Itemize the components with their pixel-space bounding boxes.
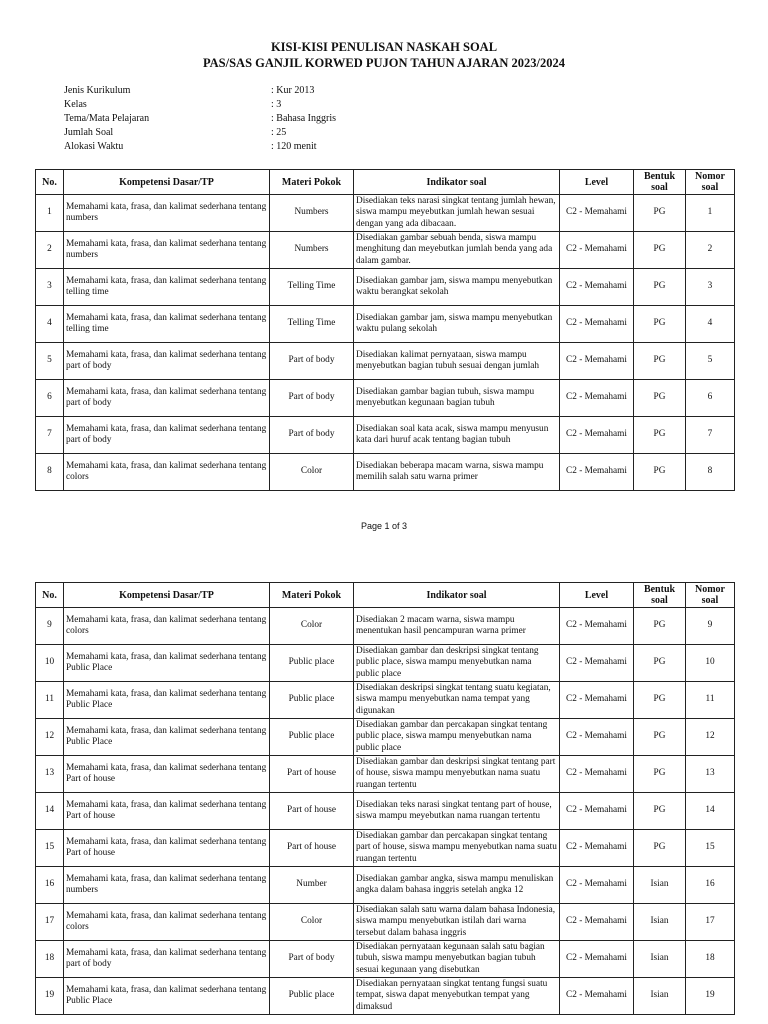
cell-level: C2 - Memahami bbox=[560, 978, 634, 1015]
cell-nomor: 6 bbox=[686, 380, 735, 417]
cell-materi: Part of body bbox=[270, 941, 354, 978]
cell-bentuk: PG bbox=[634, 454, 686, 491]
cell-level: C2 - Memahami bbox=[560, 343, 634, 380]
cell-materi: Telling Time bbox=[270, 306, 354, 343]
table-row bbox=[36, 306, 735, 343]
cell-nomor: 7 bbox=[686, 417, 735, 454]
meta-value: : Kur 2013 bbox=[271, 85, 315, 96]
cell-materi: Part of house bbox=[270, 793, 354, 830]
table-row bbox=[36, 343, 735, 380]
meta-value: : 3 bbox=[271, 99, 282, 110]
cell-bentuk: Isian bbox=[634, 904, 686, 941]
cell-level: C2 - Memahami bbox=[560, 195, 634, 232]
cell-materi: Color bbox=[270, 608, 354, 645]
table-row bbox=[36, 830, 735, 867]
cell-kd: Memahami kata, frasa, dan kalimat sederhana tentang Public Place bbox=[64, 719, 270, 756]
cell-materi: Part of body bbox=[270, 417, 354, 454]
table-row bbox=[36, 941, 735, 978]
cell-bentuk: PG bbox=[634, 756, 686, 793]
cell-materi: Color bbox=[270, 454, 354, 491]
table-header-row bbox=[36, 170, 735, 195]
cell-no: 15 bbox=[36, 830, 64, 867]
cell-materi: Color bbox=[270, 904, 354, 941]
cell-no: 16 bbox=[36, 867, 64, 904]
meta-label: Alokasi Waktu bbox=[64, 141, 124, 152]
cell-indikator: Disediakan gambar sebuah benda, siswa mampu menghitung dan meyebutkan jumlah benda yang ada dalam gambar. bbox=[354, 232, 560, 269]
cell-nomor: 16 bbox=[686, 867, 735, 904]
grid-table-page2 bbox=[35, 582, 735, 1015]
cell-nomor: 9 bbox=[686, 608, 735, 645]
cell-indikator: Disediakan 2 macam warna, siswa mampu menentukan hasil pencampuran warna primer bbox=[354, 608, 560, 645]
cell-materi: Public place bbox=[270, 978, 354, 1015]
cell-nomor: 19 bbox=[686, 978, 735, 1015]
header-level: Level bbox=[560, 170, 634, 195]
cell-no: 8 bbox=[36, 454, 64, 491]
meta-row-curriculum bbox=[64, 84, 336, 98]
table-row bbox=[36, 232, 735, 269]
cell-materi: Part of body bbox=[270, 380, 354, 417]
header-no: No. bbox=[36, 170, 64, 195]
cell-level: C2 - Memahami bbox=[560, 867, 634, 904]
cell-kd: Memahami kata, frasa, dan kalimat sederhana tentang part of body bbox=[64, 941, 270, 978]
cell-nomor: 17 bbox=[686, 904, 735, 941]
cell-materi: Number bbox=[270, 867, 354, 904]
meta-row-time bbox=[64, 140, 336, 154]
cell-kd: Memahami kata, frasa, dan kalimat sederhana tentang numbers bbox=[64, 232, 270, 269]
table-row bbox=[36, 195, 735, 232]
cell-kd: Memahami kata, frasa, dan kalimat sederhana tentang telling time bbox=[64, 269, 270, 306]
cell-bentuk: PG bbox=[634, 830, 686, 867]
cell-bentuk: Isian bbox=[634, 867, 686, 904]
cell-no: 18 bbox=[36, 941, 64, 978]
cell-nomor: 18 bbox=[686, 941, 735, 978]
cell-materi: Telling Time bbox=[270, 269, 354, 306]
cell-level: C2 - Memahami bbox=[560, 232, 634, 269]
cell-bentuk: PG bbox=[634, 719, 686, 756]
cell-indikator: Disediakan pernyataan singkat tentang fungsi suatu tempat, siswa dapat menyebutkan tempat yang dimaksud bbox=[354, 978, 560, 1015]
cell-level: C2 - Memahami bbox=[560, 830, 634, 867]
cell-bentuk: PG bbox=[634, 682, 686, 719]
cell-bentuk: PG bbox=[634, 195, 686, 232]
cell-no: 2 bbox=[36, 232, 64, 269]
document-meta bbox=[64, 84, 336, 154]
table-row bbox=[36, 904, 735, 941]
cell-materi: Part of body bbox=[270, 343, 354, 380]
cell-indikator: Disediakan gambar dan percakapan singkat tentang public place, siswa mampu menyebutkan nama public place bbox=[354, 719, 560, 756]
cell-level: C2 - Memahami bbox=[560, 793, 634, 830]
table-row bbox=[36, 756, 735, 793]
cell-kd: Memahami kata, frasa, dan kalimat sederhana tentang part of body bbox=[64, 343, 270, 380]
cell-indikator: Disediakan gambar jam, siswa mampu menyebutkan waktu berangkat sekolah bbox=[354, 269, 560, 306]
cell-level: C2 - Memahami bbox=[560, 904, 634, 941]
cell-materi: Public place bbox=[270, 645, 354, 682]
cell-no: 7 bbox=[36, 417, 64, 454]
cell-no: 17 bbox=[36, 904, 64, 941]
meta-row-class bbox=[64, 98, 336, 112]
cell-nomor: 8 bbox=[686, 454, 735, 491]
meta-label: Tema/Mata Pelajaran bbox=[64, 113, 150, 124]
cell-nomor: 2 bbox=[686, 232, 735, 269]
document-subtitle: PAS/SAS GANJIL KORWED PUJON TAHUN AJARAN 2023/2024 bbox=[202, 56, 566, 70]
cell-indikator: Disediakan teks narasi singkat tentang jumlah hewan, siswa mampu meyebutkan jumlah hewan sesuai dengan yang ada dibacaan. bbox=[354, 195, 560, 232]
header-kompetensi: Kompetensi Dasar/TP bbox=[64, 583, 270, 608]
cell-no: 3 bbox=[36, 269, 64, 306]
cell-bentuk: Isian bbox=[634, 941, 686, 978]
meta-label: Kelas bbox=[64, 99, 87, 110]
cell-bentuk: PG bbox=[634, 793, 686, 830]
cell-bentuk: PG bbox=[634, 269, 686, 306]
cell-kd: Memahami kata, frasa, dan kalimat sederhana tentang Public Place bbox=[64, 645, 270, 682]
header-no: No. bbox=[36, 583, 64, 608]
header-nomor: Nomor soal bbox=[686, 583, 735, 608]
header-indikator: Indikator soal bbox=[354, 583, 560, 608]
cell-no: 14 bbox=[36, 793, 64, 830]
cell-nomor: 12 bbox=[686, 719, 735, 756]
cell-no: 6 bbox=[36, 380, 64, 417]
cell-level: C2 - Memahami bbox=[560, 269, 634, 306]
cell-level: C2 - Memahami bbox=[560, 306, 634, 343]
cell-no: 12 bbox=[36, 719, 64, 756]
cell-bentuk: PG bbox=[634, 306, 686, 343]
meta-value: : 120 menit bbox=[271, 141, 317, 152]
cell-indikator: Disediakan teks narasi singkat tentang part of house, siswa mampu meyebutkan nama ruangan tertentu bbox=[354, 793, 560, 830]
cell-nomor: 10 bbox=[686, 645, 735, 682]
cell-nomor: 11 bbox=[686, 682, 735, 719]
page-number: Page 1 of 3 bbox=[360, 521, 408, 531]
cell-nomor: 15 bbox=[686, 830, 735, 867]
cell-level: C2 - Memahami bbox=[560, 756, 634, 793]
cell-kd: Memahami kata, frasa, dan kalimat sederhana tentang numbers bbox=[64, 867, 270, 904]
cell-materi: Public place bbox=[270, 719, 354, 756]
meta-value: : Bahasa Inggris bbox=[271, 113, 336, 124]
header-level: Level bbox=[560, 583, 634, 608]
cell-kd: Memahami kata, frasa, dan kalimat sederhana tentang Public Place bbox=[64, 682, 270, 719]
cell-kd: Memahami kata, frasa, dan kalimat sederhana tentang telling time bbox=[64, 306, 270, 343]
cell-no: 19 bbox=[36, 978, 64, 1015]
cell-bentuk: PG bbox=[634, 343, 686, 380]
meta-label: Jumlah Soal bbox=[64, 127, 114, 138]
cell-no: 1 bbox=[36, 195, 64, 232]
cell-indikator: Disediakan gambar dan percakapan singkat tentang part of house, siswa mampu menyebutkan nama suatu ruangan tertentu bbox=[354, 830, 560, 867]
cell-level: C2 - Memahami bbox=[560, 454, 634, 491]
meta-label: Jenis Kurikulum bbox=[64, 85, 131, 96]
cell-level: C2 - Memahami bbox=[560, 417, 634, 454]
cell-indikator: Disediakan gambar bagian tubuh, siswa mampu menyebutkan kegunaan bagian tubuh bbox=[354, 380, 560, 417]
table-row bbox=[36, 417, 735, 454]
table-row bbox=[36, 682, 735, 719]
meta-value: : 25 bbox=[271, 127, 287, 138]
cell-bentuk: PG bbox=[634, 608, 686, 645]
cell-kd: Memahami kata, frasa, dan kalimat sederhana tentang part of body bbox=[64, 417, 270, 454]
cell-no: 10 bbox=[36, 645, 64, 682]
cell-no: 4 bbox=[36, 306, 64, 343]
cell-level: C2 - Memahami bbox=[560, 380, 634, 417]
cell-bentuk: PG bbox=[634, 645, 686, 682]
cell-nomor: 4 bbox=[686, 306, 735, 343]
cell-kd: Memahami kata, frasa, dan kalimat sederhana tentang Part of house bbox=[64, 756, 270, 793]
cell-kd: Memahami kata, frasa, dan kalimat sederhana tentang numbers bbox=[64, 195, 270, 232]
cell-indikator: Disediakan gambar dan deskripsi singkat tentang part of house, siswa mampu menyebutkan nama suatu ruangan tertentu bbox=[354, 756, 560, 793]
cell-indikator: Disediakan gambar jam, siswa mampu menyebutkan waktu pulang sekolah bbox=[354, 306, 560, 343]
cell-level: C2 - Memahami bbox=[560, 941, 634, 978]
cell-indikator: Disediakan beberapa macam warna, siswa mampu memilih salah satu warna primer bbox=[354, 454, 560, 491]
header-indikator: Indikator soal bbox=[354, 170, 560, 195]
cell-no: 9 bbox=[36, 608, 64, 645]
document-title: KISI-KISI PENULISAN NASKAH SOAL bbox=[270, 40, 498, 54]
header-nomor: Nomor soal bbox=[686, 170, 735, 195]
table-row bbox=[36, 978, 735, 1015]
cell-indikator: Disediakan pernyataan kegunaan salah satu bagian tubuh, siswa mampu menyebutkan bagian tubuh sesuai kegunaan yang disebutkan bbox=[354, 941, 560, 978]
cell-indikator: Disediakan gambar dan deskripsi singkat tentang public place, siswa mampu menyebutkan nama public place bbox=[354, 645, 560, 682]
cell-materi: Part of house bbox=[270, 830, 354, 867]
cell-kd: Memahami kata, frasa, dan kalimat sederhana tentang colors bbox=[64, 454, 270, 491]
cell-kd: Memahami kata, frasa, dan kalimat sederhana tentang colors bbox=[64, 904, 270, 941]
table-body-page1 bbox=[36, 195, 735, 491]
cell-indikator: Disediakan gambar angka, siswa mampu menuliskan angka dalam bahasa inggris setelah angka 12 bbox=[354, 867, 560, 904]
table-row bbox=[36, 793, 735, 830]
header-kompetensi: Kompetensi Dasar/TP bbox=[64, 170, 270, 195]
cell-kd: Memahami kata, frasa, dan kalimat sederhana tentang Public Place bbox=[64, 978, 270, 1015]
cell-materi: Part of house bbox=[270, 756, 354, 793]
table-row bbox=[36, 269, 735, 306]
header-bentuk: Bentuk soal bbox=[634, 583, 686, 608]
table-row bbox=[36, 608, 735, 645]
cell-kd: Memahami kata, frasa, dan kalimat sederhana tentang part of body bbox=[64, 380, 270, 417]
meta-row-subject bbox=[64, 112, 336, 126]
cell-nomor: 5 bbox=[686, 343, 735, 380]
cell-level: C2 - Memahami bbox=[560, 719, 634, 756]
cell-no: 13 bbox=[36, 756, 64, 793]
cell-nomor: 1 bbox=[686, 195, 735, 232]
table-body-page2 bbox=[36, 608, 735, 1015]
cell-materi: Numbers bbox=[270, 232, 354, 269]
table-row bbox=[36, 719, 735, 756]
cell-bentuk: Isian bbox=[634, 978, 686, 1015]
cell-nomor: 14 bbox=[686, 793, 735, 830]
table-row bbox=[36, 380, 735, 417]
cell-bentuk: PG bbox=[634, 232, 686, 269]
header-bentuk: Bentuk soal bbox=[634, 170, 686, 195]
cell-level: C2 - Memahami bbox=[560, 682, 634, 719]
header-materi: Materi Pokok bbox=[270, 583, 354, 608]
cell-kd: Memahami kata, frasa, dan kalimat sederhana tentang Part of house bbox=[64, 793, 270, 830]
header-materi: Materi Pokok bbox=[270, 170, 354, 195]
cell-nomor: 3 bbox=[686, 269, 735, 306]
cell-bentuk: PG bbox=[634, 417, 686, 454]
table-row bbox=[36, 645, 735, 682]
cell-kd: Memahami kata, frasa, dan kalimat sederhana tentang colors bbox=[64, 608, 270, 645]
cell-level: C2 - Memahami bbox=[560, 645, 634, 682]
cell-indikator: Disediakan soal kata acak, siswa mampu menyusun kata dari huruf acak tentang bagian tubuh bbox=[354, 417, 560, 454]
cell-level: C2 - Memahami bbox=[560, 608, 634, 645]
grid-table-page1 bbox=[35, 169, 735, 491]
cell-no: 5 bbox=[36, 343, 64, 380]
table-row bbox=[36, 867, 735, 904]
cell-indikator: Disediakan salah satu warna dalam bahasa Indonesia, siswa mampu menyebutkan istilah dari warna tersebut dalam bahasa inggris bbox=[354, 904, 560, 941]
table-row bbox=[36, 454, 735, 491]
table-header-row bbox=[36, 583, 735, 608]
cell-bentuk: PG bbox=[634, 380, 686, 417]
cell-materi: Public place bbox=[270, 682, 354, 719]
cell-no: 11 bbox=[36, 682, 64, 719]
cell-indikator: Disediakan kalimat pernyataan, siswa mampu menyebutkan bagian tubuh sesuai dengan jumlah bbox=[354, 343, 560, 380]
cell-kd: Memahami kata, frasa, dan kalimat sederhana tentang Part of house bbox=[64, 830, 270, 867]
meta-row-question-count bbox=[64, 126, 336, 140]
cell-nomor: 13 bbox=[686, 756, 735, 793]
cell-indikator: Disediakan deskripsi singkat tentang suatu kegiatan, siswa mampu menyebutkan nama tempat yang digunakan bbox=[354, 682, 560, 719]
cell-materi: Numbers bbox=[270, 195, 354, 232]
